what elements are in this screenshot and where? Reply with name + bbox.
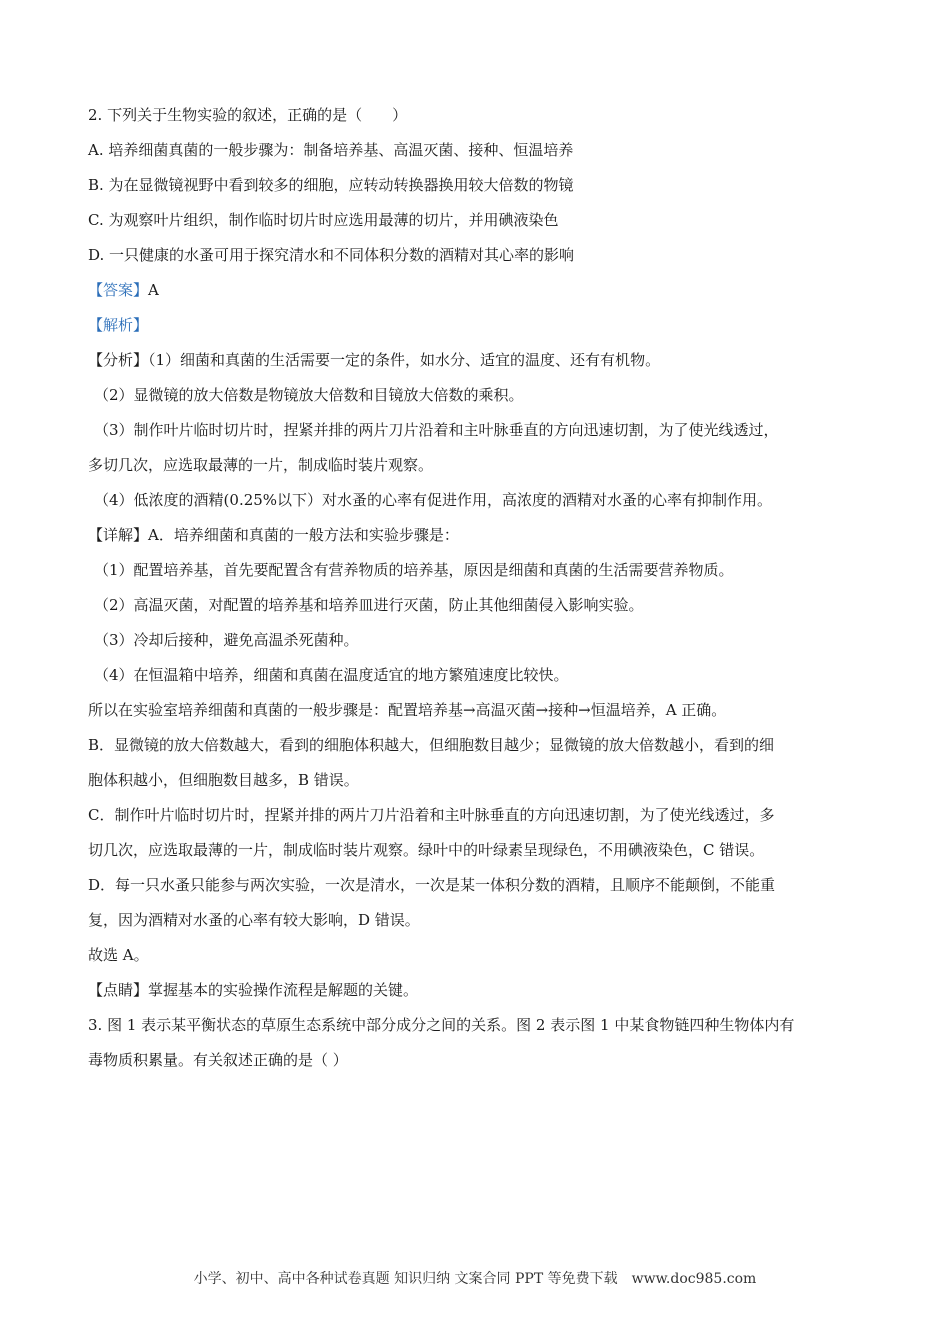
detail-line-a [88,518,868,553]
detail-a-step-4: （4）在恒温箱中培养，细菌和真菌在温度适宜的地方繁殖速度比较快。 [94,666,569,684]
answer-value: A [148,281,159,299]
option-d: D. 一只健康的水蚤可用于探究清水和不同体积分数的酒精对其心率的影响 [88,246,575,264]
detail-a-conclusion: 所以在实验室培养细菌和真菌的一般步骤是：配置培养基→高温灭菌→接种→恒温培养，A 正确。 [88,701,727,719]
detail-a-text: A．培养细菌和真菌的一般方法和实验步骤是： [148,526,459,544]
detail-a-step-2: （2）高温灭菌，对配置的培养基和培养皿进行灭菌，防止其他细菌侵入影响实验。 [94,596,644,614]
detail-tag: 【详解】 [88,526,149,544]
detail-d-line-1: D．每一只水蚤只能参与两次实验，一次是清水，一次是某一体积分数的酒精，且顺序不能颠倒，不能重 [88,876,776,894]
option-c: C. 为观察叶片组织，制作临时切片时应选用最薄的切片，并用碘液染色 [88,211,559,229]
page-footer: 小学、初中、高中各种试卷真题 知识归纳 文案合同 PPT 等免费下载 www.doc985.com [193,1271,757,1287]
fenxi-line-2: （2）显微镜的放大倍数是物镜放大倍数和目镜放大倍数的乘积。 [94,386,524,404]
fenxi-line-1 [88,343,868,378]
fenxi-tag: 【分析】 [88,351,149,369]
answer-line [88,273,868,308]
detail-a-step-3: （3）冷却后接种，避免高温杀死菌种。 [94,631,359,649]
dianjing-text: 掌握基本的实验操作流程是解题的关键。 [148,981,419,999]
detail-d-line-2: 复，因为酒精对水蚤的心率有较大影响，D 错误。 [88,911,420,929]
option-a: A. 培养细菌真菌的一般步骤为：制备培养基、高温灭菌、接种、恒温培养 [88,141,574,159]
detail-b-line-2: 胞体积越小，但细胞数目越多，B 错误。 [88,771,359,789]
question-3-stem-2: 毒物质积累量。有关叙述正确的是（ ） [88,1051,348,1069]
detail-c-line-2: 切几次，应选取最薄的一片，制成临时装片观察。绿叶中的叶绿素呈现绿色，不用碘液染色，C 错误。 [88,841,765,859]
detail-a-step-1: （1）配置培养基，首先要配置含有营养物质的培养基，原因是细菌和真菌的生活需要营养物质。 [94,561,734,579]
dianjing-tag: 【点睛】 [88,981,149,999]
analysis-tag: 【解析】 [88,316,149,334]
dianjing-line [88,973,868,1008]
fenxi-line-3a: （3）制作叶片临时切片时，捏紧并排的两片刀片沿着和主叶脉垂直的方向迅速切割，为了使光线透过， [94,421,779,439]
document-body [88,98,868,1078]
fenxi-text-1: （1）细菌和真菌的生活需要一定的条件，如水分、适宜的温度、还有有机物。 [148,351,661,369]
analysis-line [88,308,868,343]
question-2-stem: 2. 下列关于生物实验的叙述，正确的是（ ） [88,106,408,124]
option-b: B. 为在显微镜视野中看到较多的细胞，应转动转换器换用较大倍数的物镜 [88,176,574,194]
fenxi-line-3b: 多切几次，应选取最薄的一片，制成临时装片观察。 [88,456,434,474]
answer-tag: 【答案】 [88,281,149,299]
detail-c-line-1: C．制作叶片临时切片时，捏紧并排的两片刀片沿着和主叶脉垂直的方向迅速切割，为了使光线透过，多 [88,806,775,824]
question-3-stem-1: 3. 图 1 表示某平衡状态的草原生态系统中部分成分之间的关系。图 2 表示图 1 中某食物链四种生物体内有 [88,1016,795,1034]
choose-answer: 故选 A。 [88,946,149,964]
fenxi-line-4: （4）低浓度的酒精(0.25%以下）对水蚤的心率有促进作用，高浓度的酒精对水蚤的心率有抑制作用。 [94,491,773,509]
detail-b-line-1: B．显微镜的放大倍数越大，看到的细胞体积越大，但细胞数目越少；显微镜的放大倍数越小，看到的细 [88,736,775,754]
